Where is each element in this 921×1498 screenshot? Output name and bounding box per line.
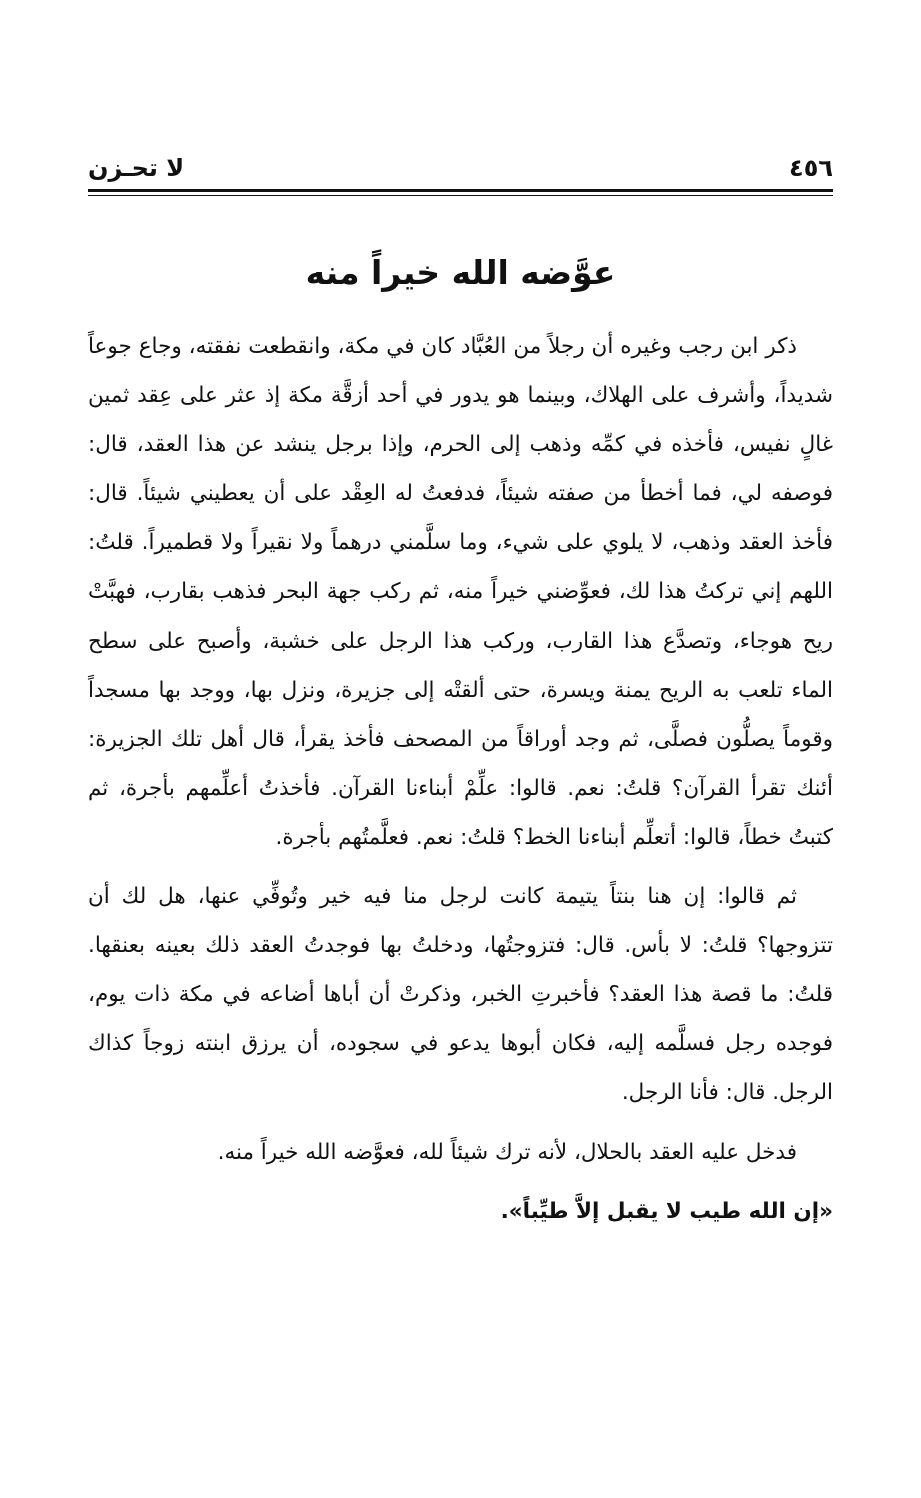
- body-text: [88, 322, 833, 1236]
- section-title: عوَّضه الله خيراً منه: [305, 253, 616, 292]
- page-header: [88, 150, 833, 186]
- closing-quote: «إن الله طيب لا يقبل إلاَّ طيِّباً».: [500, 1198, 833, 1224]
- header-rule-thick: [88, 189, 833, 192]
- running-title: لا تحـزن: [88, 154, 185, 182]
- paragraph: فدخل عليه العقد بالحلال، لأنه ترك شيئاً لله، فعوَّضه الله خيراً منه.: [217, 1139, 797, 1165]
- paragraph: ذكر ابن رجب وغيره أن رجلاً من العُبَّاد كان في مكة، وانقطعت نفقته، وجاع جوعاً شديداً، وأشرف على الهلاك، وبينما هو يدور في أحد أزقَّة مكة إذ عثر على عِقد ثمين غالٍ نفيس، فأخذه في كمِّه وذهب إلى الحرم، وإذا برجل ينشد عن هذا العقد، قال: فوصفه لي، فما أخطأ من صفته شيئاً، فدفعتُ له العِقْد على أن يعطيني شيئاً. قال: فأخذ العقد وذهب، لا يلوي على شيء، وما سلَّمني درهماً ولا نقيراً ولا قطميراً. قلتُ: اللهم إني تركتُ هذا لك، فعوِّضني خيراً منه، ثم ركب جهة البحر فذهب بقارب، فهبَّتْ ريح هوجاء، وتصدَّع هذا القارب، وركب هذا الرجل على خشبة، وأصبح على سطح الماء تلعب به الريح يمنة ويسرة، حتى ألقتْه إلى جزيرة، ونزل بها، ووجد بها مسجداً وقوماً يصلُّون فصلَّى، ثم وجد أوراقاً من المصحف فأخذ يقرأ، قال أهل تلك الجزيرة: أئنك تقرأ القرآن؟ قلتُ: نعم. قالوا: علِّمْ أبناءنا القرآن. فأخذتُ أعلِّمهم بأجرة، ثم كتبتُ خطاً، قالوا: أتعلِّم أبناءنا الخط؟ قلتُ: نعم. فعلَّمتُهم بأجرة.: [88, 334, 833, 850]
- paragraph: ثم قالوا: إن هنا بنتاً يتيمة كانت لرجل منا فيه خير وتُوفِّي عنها، هل لك أن تتزوجها؟ قلتُ: لا بأس. قال: فتزوجتُها، ودخلتُ بها فوجدتُ العقد ذلك بعينه بعنقها. قلتُ: ما قصة هذا العقد؟ فأخبرتِ الخبر، وذكرتْ أن أباها أضاعه في مكة ذات يوم، فوجده رجل فسلَّمه إليه، فكان أبوها يدعو في سجوده، أن يرزق ابنته زوجاً كذاك الرجل. قال: فأنا الرجل.: [88, 884, 833, 1106]
- page-number: ٤٥٦: [789, 154, 833, 182]
- header-rule-thin: [88, 195, 833, 196]
